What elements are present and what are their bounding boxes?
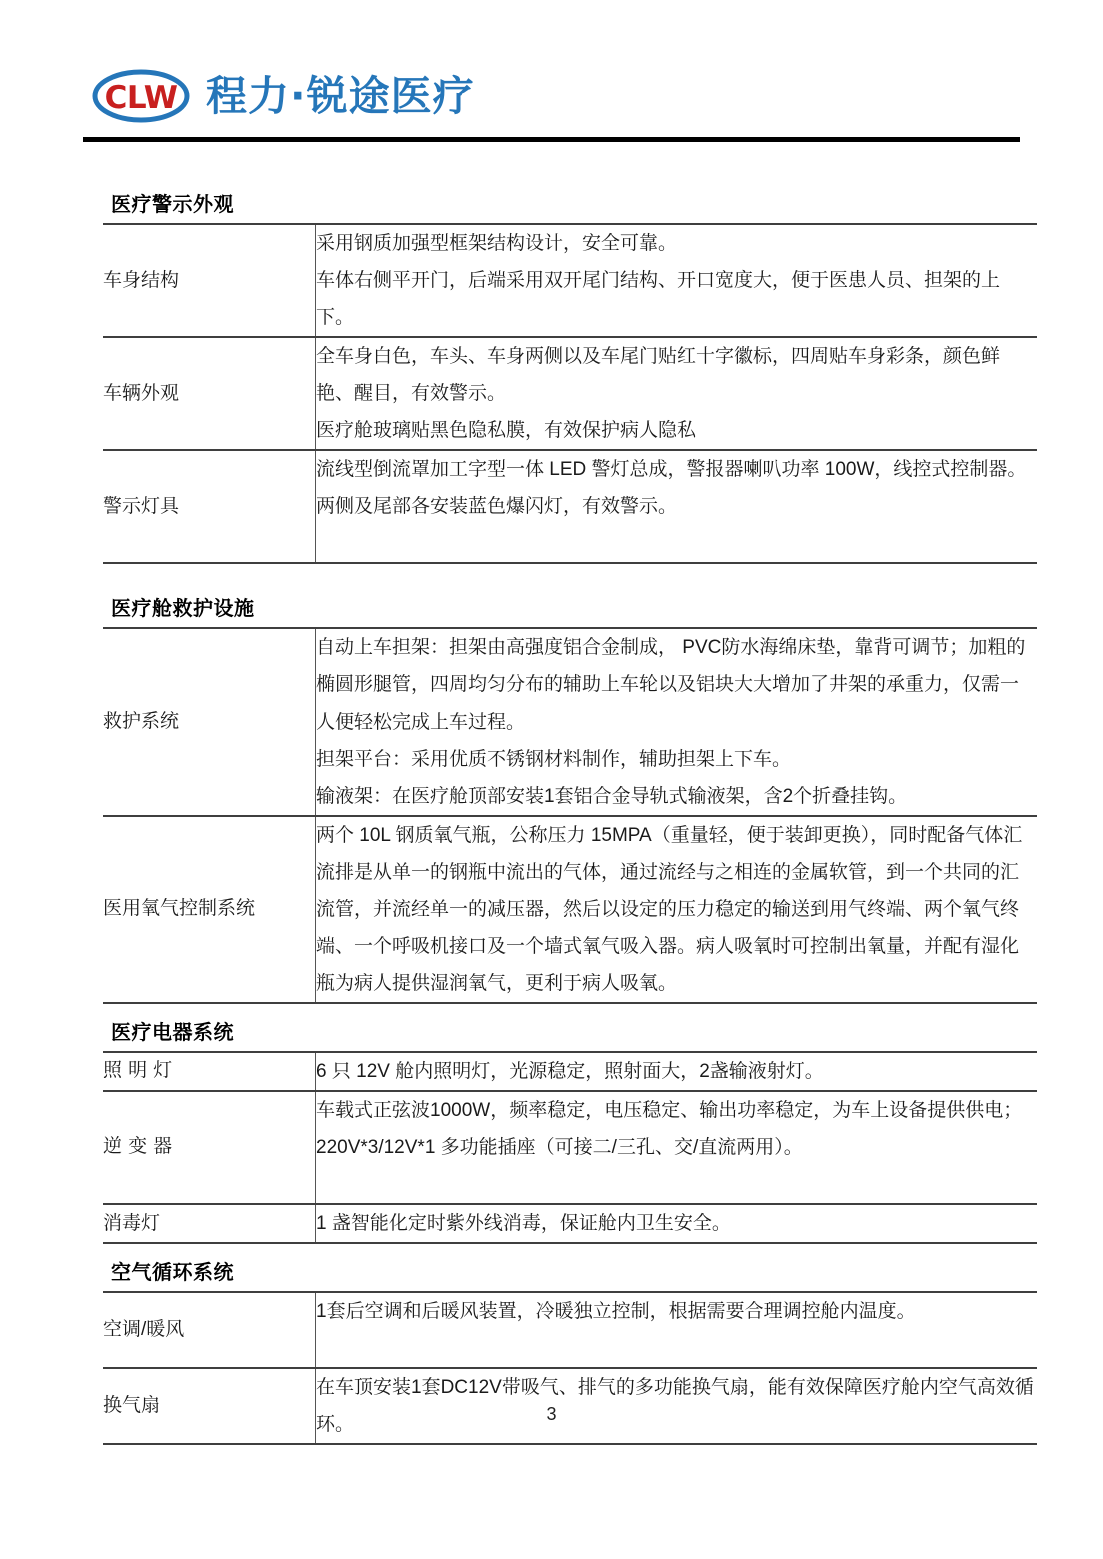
- section-medical-warning-appearance: [103, 186, 1037, 564]
- table-row: [103, 1204, 1037, 1243]
- row-value: [316, 224, 1038, 337]
- table-row: [103, 628, 1037, 815]
- section-medical-electrical-system: [103, 1014, 1037, 1244]
- spec-table: [103, 627, 1037, 1003]
- value-line: 采用钢质加强型框架结构设计，安全可靠。: [316, 233, 678, 254]
- table-row: [103, 1292, 1037, 1368]
- page-header: [0, 0, 1103, 150]
- value-line: 6 只 12V 舱内照明灯，光源稳定，照射面大，2盏输液射灯。: [316, 1060, 824, 1082]
- row-label: 车辆外观: [103, 337, 316, 450]
- svg-text:CLW: CLW: [104, 80, 178, 116]
- value-line: 在车顶安装1套DC12V带吸气、排气的多功能换气扇，能有效保障医疗舱内空气高效循环。: [316, 1377, 1034, 1436]
- row-value: [316, 1091, 1038, 1204]
- row-label: 车身结构: [103, 224, 316, 337]
- header-divider: [83, 137, 1020, 142]
- table-row: [103, 337, 1037, 450]
- page-number: 3: [546, 1404, 557, 1424]
- value-line: 全车身白色，车头、车身两侧以及车尾门贴红十字徽标，四周贴车身彩条，颜色鲜艳、醒目，有效警示。: [316, 346, 1001, 405]
- row-label: 逆变器: [103, 1091, 316, 1204]
- value-line: 1套后空调和后暖风装置，冷暖独立控制，根据需要合理调控舱内温度。: [316, 1301, 916, 1323]
- section-gap: [103, 564, 1037, 590]
- clw-logo-icon: [92, 68, 190, 124]
- row-label: 医用氧气控制系统: [103, 816, 316, 1003]
- table-row: [103, 450, 1037, 563]
- section-gap: [103, 1244, 1037, 1254]
- section-medical-cabin-rescue-facilities: [103, 590, 1037, 1003]
- row-label: 空调/暖风: [103, 1292, 316, 1368]
- section-title: 医疗警示外观: [111, 192, 234, 216]
- spec-table: [103, 223, 1037, 564]
- company-logo: [92, 68, 475, 124]
- row-value: [316, 628, 1038, 815]
- section-title: 医疗电器系统: [111, 1019, 234, 1044]
- row-value: [316, 1292, 1038, 1368]
- section-gap: [103, 1004, 1037, 1014]
- row-value: [316, 1052, 1038, 1091]
- section-title: 空气循环系统: [111, 1260, 234, 1285]
- value-line: 车体右侧平开门，后端采用双开尾门结构、开口宽度大，便于医患人员、担架的上下。: [316, 270, 1001, 329]
- page-footer: [0, 1404, 1103, 1425]
- value-line: 流线型倒流罩加工字型一体 LED 警灯总成，警报器喇叭功率 100W，线控式控制器。两侧及尾部各安装蓝色爆闪灯，有效警示。: [316, 459, 1027, 518]
- row-value: [316, 816, 1038, 1003]
- value-line: 担架平台：采用优质不锈钢材料制作，辅助担架上下车。: [316, 748, 792, 770]
- spec-table: [103, 1051, 1037, 1244]
- table-row: [103, 1091, 1037, 1204]
- row-label: 警示灯具: [103, 450, 316, 563]
- table-row: [103, 1052, 1037, 1091]
- brand-name: 程力·锐途医疗: [206, 71, 475, 120]
- section-title: 医疗舱救护设施: [111, 596, 255, 621]
- table-row: [103, 816, 1037, 1003]
- value-line: 车载式正弦波1000W，频率稳定，电压稳定、输出功率稳定，为车上设备提供供电；220V*3/12V*1 多功能插座（可接二/三孔、交/直流两用）。: [316, 1099, 1023, 1158]
- row-label: 救护系统: [103, 628, 316, 815]
- value-line: 自动上车担架：担架由高强度铝合金制成， PVC防水海绵床垫，靠背可调节；加粗的椭圆形腿管，四周均匀分布的辅助上车轮以及铝块大大增加了井架的承重力，仅需一人便轻松完成上车过程。: [316, 637, 1026, 733]
- row-label: 消毒灯: [103, 1204, 316, 1243]
- row-label: 换气扇: [103, 1368, 316, 1444]
- value-spacer: [316, 1330, 1037, 1367]
- value-line: 医疗舱玻璃贴黑色隐私膜，有效保护病人隐私: [316, 420, 697, 442]
- value-line: 输液架：在医疗舱顶部安装1套铝合金导轨式输液架，含2个折叠挂钩。: [316, 785, 908, 807]
- value-spacer: [316, 525, 1037, 562]
- value-line: 两个 10L 钢质氧气瓶，公称压力 15MPA（重量轻，便于装卸更换），同时配备气体汇流排是从单一的钢瓶中流出的气体，通过流经与之相连的金属软管，到一个共同的汇流管，并流经单一的减压器，然后以设定的压力稳定的输送到用气终端、两个氧气终端、一个呼吸机接口及一个墙式氧气吸入器。病人吸氧时可控制出氧量，并配有湿化瓶为病人提供湿润氧气，更利于病人吸氧。: [316, 824, 1023, 994]
- value-line: 1 盏智能化定时紫外线消毒，保证舱内卫生安全。: [316, 1213, 731, 1235]
- table-row: [103, 224, 1037, 337]
- row-value: [316, 1204, 1038, 1243]
- row-value: [316, 450, 1038, 563]
- spec-sheet-body: [103, 186, 1037, 1445]
- row-value: [316, 337, 1038, 450]
- row-label: 照明灯: [103, 1052, 316, 1091]
- value-spacer: [316, 1166, 1037, 1203]
